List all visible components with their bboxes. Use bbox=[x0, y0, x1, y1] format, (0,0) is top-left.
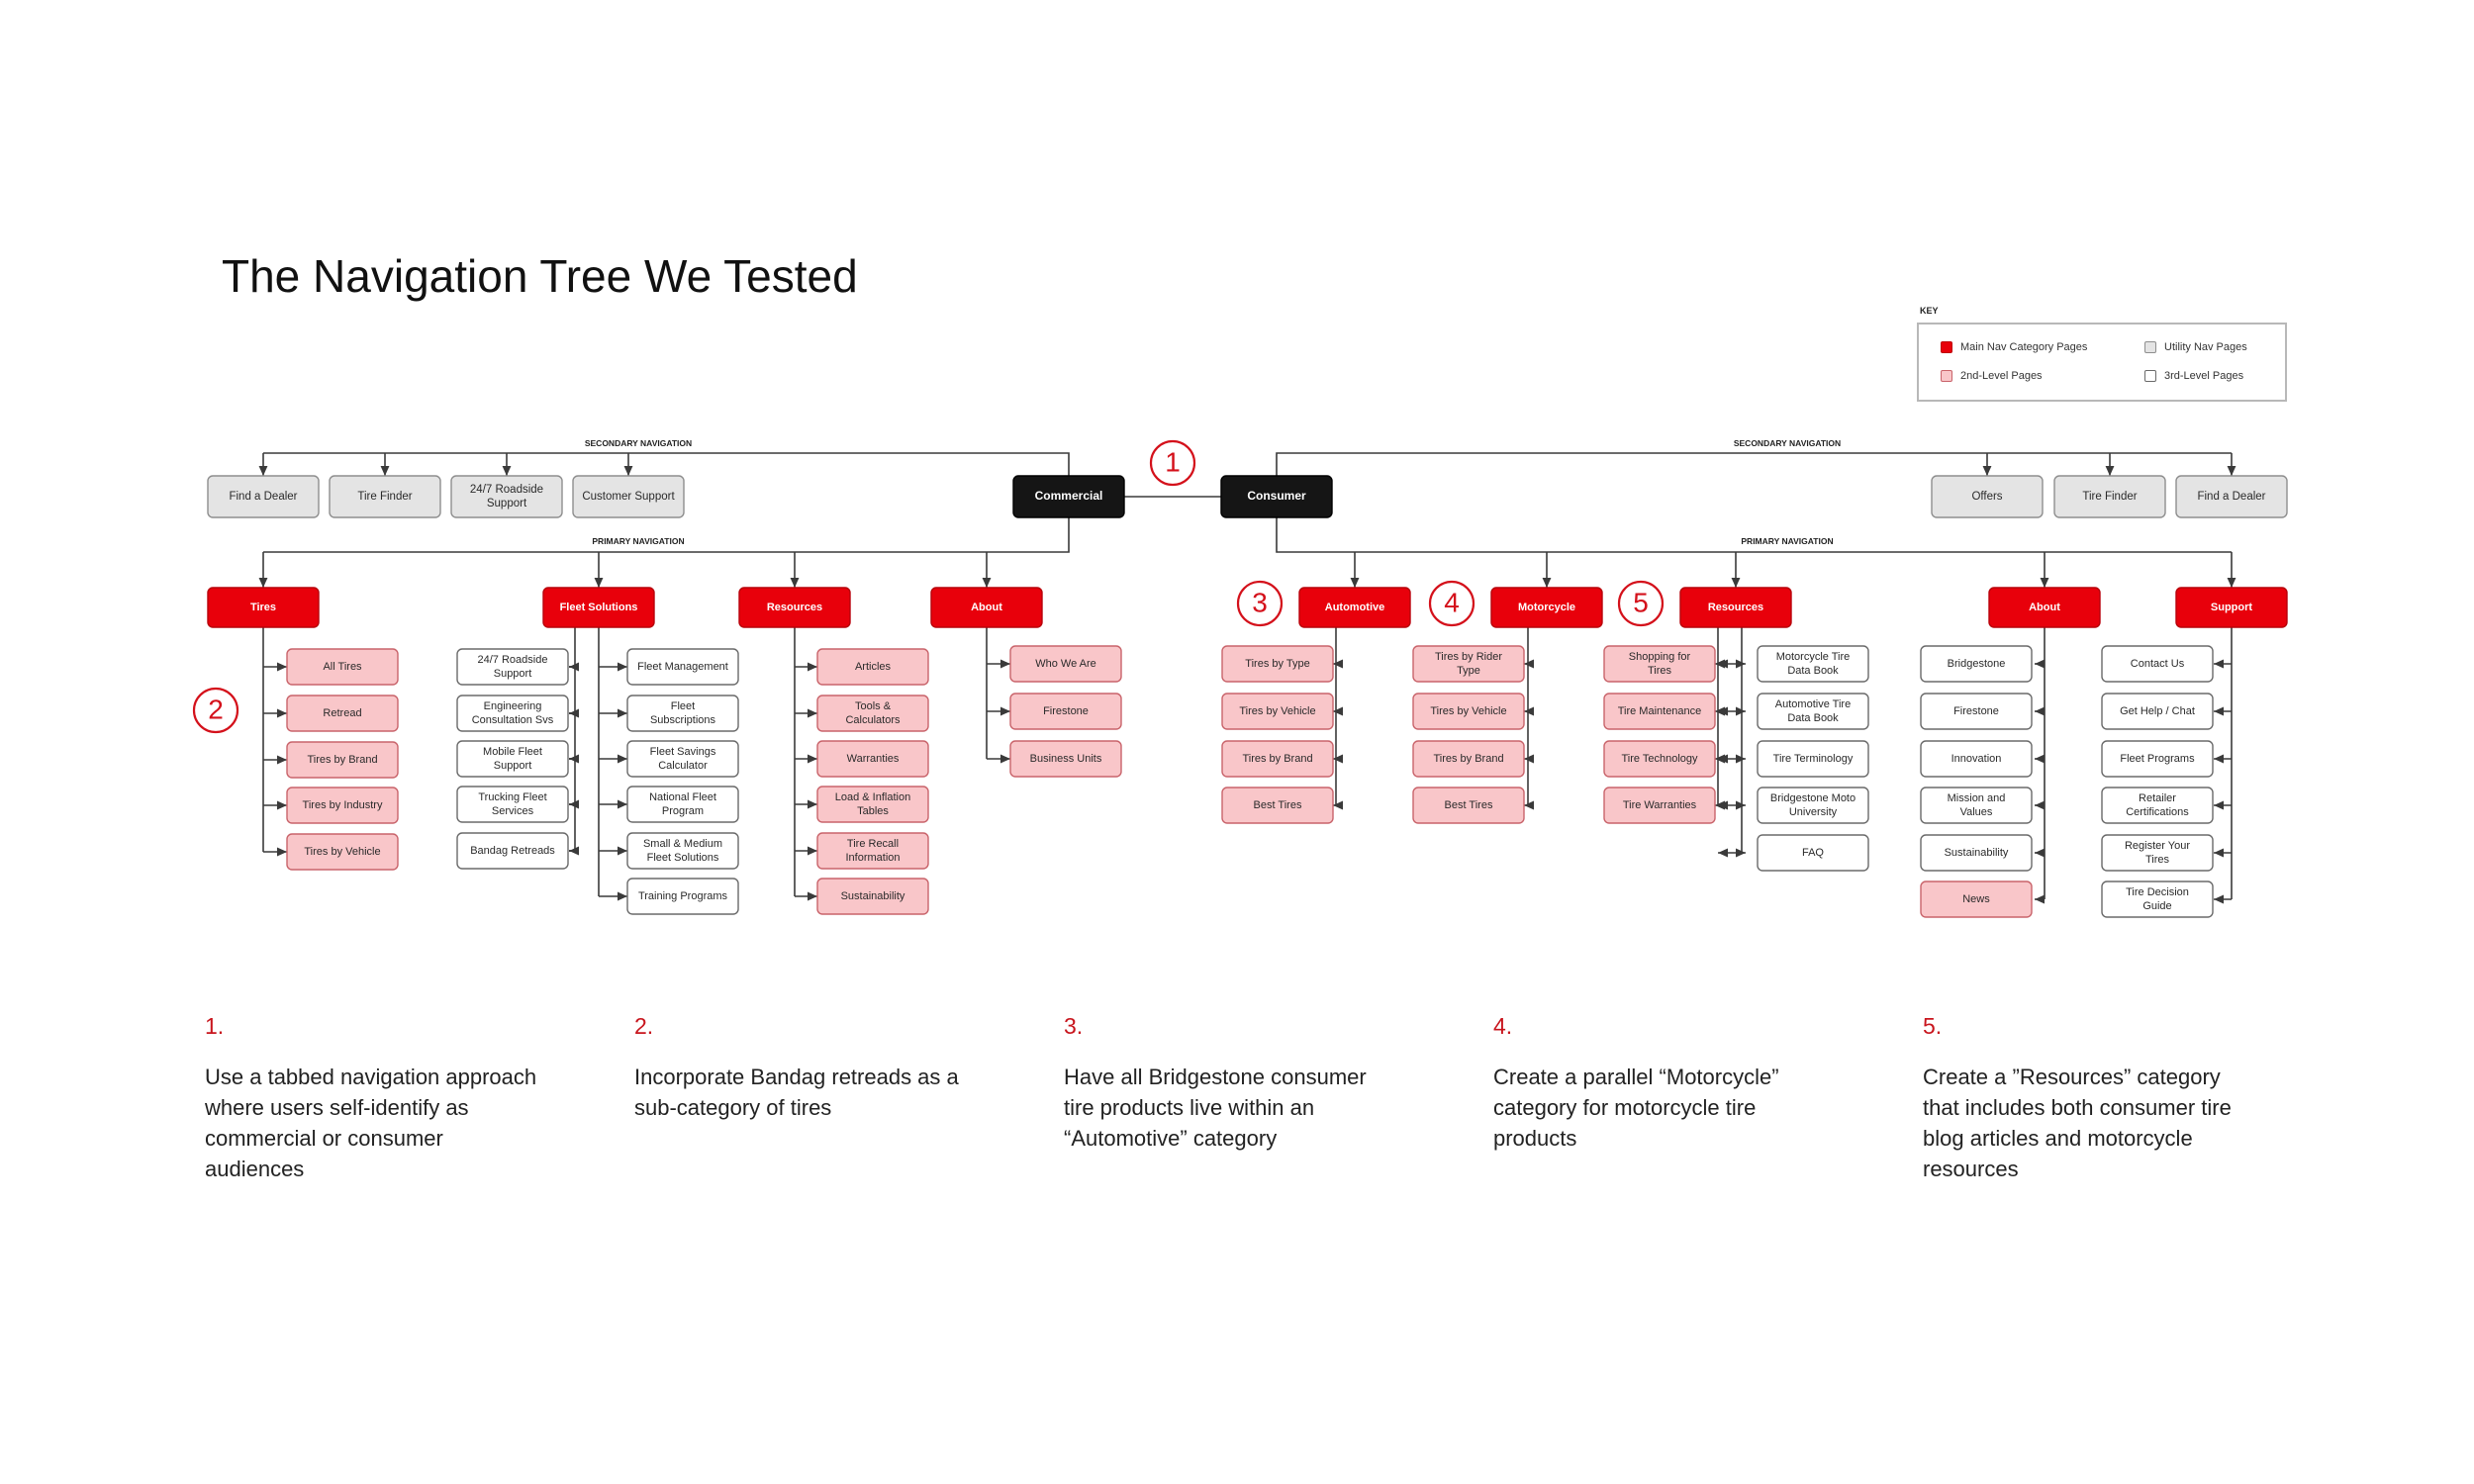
commercial-resources-child-articles bbox=[817, 649, 928, 685]
commercial-nav-about-label: About bbox=[971, 601, 1002, 613]
consumer-resources-child-shopping-for-tires bbox=[1604, 646, 1715, 682]
consumer-resources-child-shopping-for-tires-label-line: Tires bbox=[1647, 664, 1672, 677]
commercial-utility-tire-finder-label: Tire Finder bbox=[357, 491, 413, 504]
commercial-nav-fleet-solutions-label: Fleet Solutions bbox=[559, 601, 638, 613]
consumer-support-child-fleet-programs bbox=[2102, 741, 2213, 777]
consumer-utility-offers bbox=[1932, 476, 2043, 517]
consumer-about-child-bridgestone bbox=[1921, 646, 2032, 682]
commercial-tires-child-tires-by-brand bbox=[287, 742, 398, 778]
consumer-resources-child-tire-warranties-label: Tire Warranties bbox=[1622, 798, 1697, 811]
consumer-support-child-tire-decision-guide-label-line: Tire Decision bbox=[2126, 886, 2189, 899]
consumer-motorcycle-child-tires-by-rider-type-label-line: Type bbox=[1457, 664, 1480, 677]
commercial-utility-24-7-roadside-support-label-line: 24/7 Roadside bbox=[469, 483, 544, 496]
commercial-resources-child-tire-recall-information-label-line: Information bbox=[845, 851, 901, 864]
commercial-fleet-child-fleet-savings-calculator-label bbox=[650, 746, 716, 772]
consumer-support-child-get-help-chat-label: Get Help / Chat bbox=[2120, 704, 2195, 717]
commercial-resources-child-sustainability bbox=[817, 879, 928, 914]
consumer-automotive-child-tires-by-brand bbox=[1222, 741, 1333, 777]
commercial-fleet-child-small-and-medium-fleet-solutions-label-line: Fleet Solutions bbox=[646, 851, 719, 864]
commercial-secondary-bus bbox=[263, 453, 1069, 476]
consumer-utility-find-a-dealer bbox=[2176, 476, 2287, 517]
commercial-fleet-side-24-7-roadside-support bbox=[457, 649, 568, 685]
commercial-fleet-child-national-fleet-program-label-line: Program bbox=[661, 804, 705, 817]
consumer-support-child-contact-us-label: Contact Us bbox=[2130, 657, 2185, 670]
commercial-resources-child-warranties bbox=[817, 741, 928, 777]
consumer-nav-about bbox=[1989, 588, 2100, 627]
consumer-support-child-tire-decision-guide-label-line: Guide bbox=[2142, 899, 2172, 912]
consumer-about-child-mission-and-values bbox=[1921, 788, 2032, 823]
callout-4-number: 4 bbox=[1444, 587, 1460, 618]
root-consumer-label: Consumer bbox=[1247, 489, 1306, 504]
commercial-fleet-side-trucking-fleet-services-label-line: Services bbox=[491, 804, 534, 817]
commercial-fleet-side-engineering-consultation-svs-label-line: Consultation Svs bbox=[471, 713, 554, 726]
commercial-about-child-who-we-are-label: Who We Are bbox=[1035, 657, 1096, 670]
consumer-nav-support bbox=[2176, 588, 2287, 627]
consumer-utility-find-a-dealer-label: Find a Dealer bbox=[2197, 491, 2266, 504]
consumer-support-child-retailer-certifications bbox=[2102, 788, 2213, 823]
consumer-automotive-child-best-tires-label: Best Tires bbox=[1253, 798, 1302, 811]
commercial-nav-resources-label: Resources bbox=[766, 601, 823, 613]
commercial-utility-24-7-roadside-support-label-line: Support bbox=[486, 498, 527, 510]
consumer-resources-side-tire-terminology bbox=[1758, 741, 1868, 777]
commercial-secondary-label: SECONDARY NAVIGATION bbox=[584, 438, 693, 448]
note-number: 2. bbox=[634, 1013, 654, 1039]
consumer-utility-offers-label: Offers bbox=[1971, 491, 2003, 504]
consumer-automotive-child-tires-by-vehicle-label: Tires by Vehicle bbox=[1239, 704, 1316, 717]
consumer-about-child-news-label: News bbox=[1962, 892, 1990, 905]
consumer-about-child-firestone bbox=[1921, 694, 2032, 729]
consumer-automotive-child-best-tires bbox=[1222, 788, 1333, 823]
commercial-resources-child-tools-and-calculators-label-line: Tools & bbox=[854, 700, 892, 713]
consumer-utility-tire-finder bbox=[2054, 476, 2165, 517]
commercial-utility-find-a-dealer bbox=[208, 476, 319, 517]
callout-1-number: 1 bbox=[1165, 446, 1181, 478]
legend-label-third: 3rd-Level Pages bbox=[2164, 370, 2244, 382]
callout-5-number: 5 bbox=[1633, 587, 1649, 618]
consumer-about-child-mission-and-values-label-line: Mission and bbox=[1947, 792, 2006, 805]
commercial-fleet-side-engineering-consultation-svs bbox=[457, 696, 568, 731]
consumer-nav-resources-label: Resources bbox=[1707, 601, 1764, 613]
consumer-about-child-mission-and-values-label-line: Values bbox=[1959, 805, 1993, 818]
consumer-resources-side-automotive-tire-data-book bbox=[1758, 694, 1868, 729]
commercial-about-child-firestone-label: Firestone bbox=[1043, 704, 1089, 717]
commercial-about-child-business-units-label: Business Units bbox=[1029, 752, 1102, 765]
consumer-nav-automotive bbox=[1299, 588, 1410, 627]
commercial-fleet-child-fleet-subscriptions-label-line: Fleet bbox=[670, 700, 696, 713]
callout-3 bbox=[1238, 582, 1282, 625]
consumer-resources-side-faq-label: FAQ bbox=[1801, 846, 1825, 859]
consumer-motorcycle-child-tires-by-vehicle-label: Tires by Vehicle bbox=[1430, 704, 1507, 717]
commercial-tires-child-retread-label: Retread bbox=[323, 706, 362, 719]
consumer-support-child-register-your-tires-label-line: Register Your bbox=[2124, 840, 2191, 853]
commercial-resources-child-tire-recall-information bbox=[817, 833, 928, 869]
consumer-secondary-label: SECONDARY NAVIGATION bbox=[1733, 438, 1842, 448]
consumer-nav-about-label: About bbox=[2029, 601, 2060, 613]
consumer-about-child-firestone-label: Firestone bbox=[1953, 704, 1999, 717]
commercial-utility-tire-finder bbox=[330, 476, 440, 517]
commercial-tires-child-tires-by-industry bbox=[287, 788, 398, 823]
commercial-fleet-side-mobile-fleet-support-label-line: Support bbox=[493, 759, 532, 772]
consumer-motorcycle-child-best-tires bbox=[1413, 788, 1524, 823]
consumer-about-child-bridgestone-label: Bridgestone bbox=[1947, 657, 2006, 670]
consumer-about-child-sustainability bbox=[1921, 835, 2032, 871]
consumer-automotive-child-tires-by-vehicle bbox=[1222, 694, 1333, 729]
commercial-fleet-side-trucking-fleet-services bbox=[457, 787, 568, 822]
commercial-tires-child-tires-by-vehicle-label: Tires by Vehicle bbox=[304, 845, 381, 858]
consumer-resources-side-automotive-tire-data-book-label-line: Data Book bbox=[1787, 711, 1839, 724]
commercial-fleet-child-small-and-medium-fleet-solutions-label bbox=[643, 838, 722, 864]
commercial-fleet-side-24-7-roadside-support-label-line: 24/7 Roadside bbox=[477, 654, 548, 667]
consumer-nav-motorcycle bbox=[1491, 588, 1602, 627]
commercial-nav-about bbox=[931, 588, 1042, 627]
consumer-resources-side-bridgestone-moto-university bbox=[1758, 788, 1868, 823]
consumer-resources-side-motorcycle-tire-data-book-label-line: Data Book bbox=[1787, 664, 1839, 677]
root-commercial bbox=[1013, 476, 1124, 517]
legend-title: KEY bbox=[1920, 306, 1939, 316]
commercial-primary-label: PRIMARY NAVIGATION bbox=[592, 536, 685, 546]
commercial-fleet-side-24-7-roadside-support-label-line: Support bbox=[493, 667, 532, 680]
commercial-resources-child-tools-and-calculators bbox=[817, 696, 928, 731]
commercial-tires-child-all-tires-label: All Tires bbox=[323, 660, 362, 673]
commercial-primary-bus bbox=[263, 517, 1069, 552]
commercial-tires-child-tires-by-industry-label: Tires by Industry bbox=[302, 798, 383, 811]
commercial-utility-customer-support bbox=[573, 476, 684, 517]
commercial-fleet-child-fleet-subscriptions-label-line: Subscriptions bbox=[649, 713, 716, 726]
commercial-fleet-child-national-fleet-program bbox=[627, 787, 738, 822]
commercial-nav-tires-label: Tires bbox=[249, 601, 277, 613]
consumer-nav-support-label: Support bbox=[2210, 601, 2253, 613]
consumer-about-child-news bbox=[1921, 881, 2032, 917]
callout-2 bbox=[194, 689, 238, 732]
commercial-resources-child-load-and-inflation-tables-label-line: Load & Inflation bbox=[834, 791, 911, 804]
callout-2-number: 2 bbox=[208, 694, 224, 725]
note-number: 4. bbox=[1493, 1013, 1513, 1039]
commercial-fleet-child-fleet-savings-calculator-label-line: Fleet Savings bbox=[649, 746, 716, 759]
commercial-resources-child-articles-label: Articles bbox=[854, 660, 892, 673]
commercial-utility-24-7-roadside-support-box bbox=[451, 476, 562, 517]
consumer-resources-side-automotive-tire-data-book-label-line: Automotive Tire bbox=[1774, 698, 1852, 711]
consumer-motorcycle-child-tires-by-vehicle bbox=[1413, 694, 1524, 729]
consumer-about-child-innovation-label: Innovation bbox=[1951, 752, 2002, 765]
consumer-nav-motorcycle-label: Motorcycle bbox=[1517, 601, 1576, 613]
note-text: Create a parallel “Motorcycle” category for motorcycle tire products bbox=[1493, 1065, 1779, 1151]
commercial-resources-child-load-and-inflation-tables bbox=[817, 787, 928, 822]
note-number: 3. bbox=[1064, 1013, 1084, 1039]
commercial-tires-child-all-tires bbox=[287, 649, 398, 685]
commercial-fleet-child-national-fleet-program-label-line: National Fleet bbox=[649, 791, 716, 804]
consumer-support-child-tire-decision-guide bbox=[2102, 881, 2213, 917]
consumer-secondary-bus bbox=[1277, 453, 2232, 476]
commercial-fleet-side-bandag-retreads-label: Bandag Retreads bbox=[470, 844, 555, 857]
commercial-resources-child-warranties-label: Warranties bbox=[846, 752, 900, 765]
page-title: The Navigation Tree We Tested bbox=[222, 250, 858, 302]
note-number: 1. bbox=[205, 1013, 225, 1039]
callout-3-number: 3 bbox=[1252, 587, 1268, 618]
consumer-motorcycle-child-tires-by-brand-label: Tires by Brand bbox=[1433, 752, 1504, 765]
consumer-resources-side-motorcycle-tire-data-book bbox=[1758, 646, 1868, 682]
commercial-utility-24-7-roadside-support bbox=[451, 476, 562, 517]
root-consumer bbox=[1221, 476, 1332, 517]
consumer-support-child-get-help-chat bbox=[2102, 694, 2213, 729]
consumer-about-child-sustainability-label: Sustainability bbox=[1944, 846, 2009, 859]
callout-5 bbox=[1619, 582, 1663, 625]
consumer-primary-label: PRIMARY NAVIGATION bbox=[1741, 536, 1834, 546]
commercial-fleet-side-mobile-fleet-support bbox=[457, 741, 568, 777]
commercial-fleet-side-bandag-retreads bbox=[457, 833, 568, 869]
commercial-utility-customer-support-label: Customer Support bbox=[582, 491, 675, 504]
consumer-about-child-innovation bbox=[1921, 741, 2032, 777]
commercial-resources-child-tire-recall-information-label bbox=[845, 838, 900, 864]
commercial-fleet-child-small-and-medium-fleet-solutions-label-line: Small & Medium bbox=[642, 838, 723, 851]
consumer-resources-child-tire-technology-label: Tire Technology bbox=[1621, 752, 1698, 765]
consumer-resources-child-tire-warranties bbox=[1604, 788, 1715, 823]
commercial-resources-child-load-and-inflation-tables-label-line: Tables bbox=[857, 804, 889, 817]
commercial-fleet-child-fleet-savings-calculator bbox=[627, 741, 738, 777]
commercial-utility-find-a-dealer-label: Find a Dealer bbox=[229, 491, 298, 504]
consumer-resources-child-tire-technology bbox=[1604, 741, 1715, 777]
commercial-about-child-who-we-are bbox=[1010, 646, 1121, 682]
root-commercial-label: Commercial bbox=[1034, 489, 1103, 504]
consumer-motorcycle-child-tires-by-brand bbox=[1413, 741, 1524, 777]
commercial-nav-fleet-solutions bbox=[543, 588, 654, 627]
commercial-nav-tires bbox=[208, 588, 319, 627]
consumer-resources-side-motorcycle-tire-data-book-label-line: Motorcycle Tire bbox=[1775, 651, 1851, 664]
note-text: Incorporate Bandag retreads as a sub-category of tires bbox=[634, 1065, 959, 1120]
note-number: 5. bbox=[1923, 1013, 1943, 1039]
commercial-fleet-child-fleet-management bbox=[627, 649, 738, 685]
consumer-resources-side-tire-terminology-label: Tire Terminology bbox=[1772, 752, 1854, 765]
note-5 bbox=[1923, 1013, 2259, 1184]
commercial-about-child-firestone bbox=[1010, 694, 1121, 729]
consumer-automotive-child-tires-by-type-label: Tires by Type bbox=[1245, 657, 1310, 670]
note-4 bbox=[1493, 1013, 1830, 1154]
consumer-primary-bus bbox=[1277, 517, 2232, 552]
commercial-fleet-side-trucking-fleet-services-label-line: Trucking Fleet bbox=[478, 791, 547, 804]
consumer-resources-side-faq bbox=[1758, 835, 1868, 871]
consumer-automotive-child-tires-by-type bbox=[1222, 646, 1333, 682]
commercial-about-child-business-units bbox=[1010, 741, 1121, 777]
commercial-nav-resources bbox=[739, 588, 850, 627]
commercial-resources-child-tire-recall-information-label-line: Tire Recall bbox=[846, 838, 900, 851]
consumer-resources-child-shopping-for-tires-label-line: Shopping for bbox=[1628, 651, 1691, 664]
commercial-resources-child-tools-and-calculators-label-line: Calculators bbox=[845, 713, 901, 726]
consumer-automotive-child-tires-by-brand-label: Tires by Brand bbox=[1242, 752, 1313, 765]
consumer-motorcycle-child-tires-by-rider-type-label-line: Tires by Rider bbox=[1434, 651, 1503, 664]
consumer-resources-side-bridgestone-moto-university-label-line: Bridgestone Moto bbox=[1769, 792, 1856, 805]
commercial-tires-child-tires-by-vehicle bbox=[287, 834, 398, 870]
note-text: Create a ”Resources” category that includes both consumer tire blog articles and motorcycle resources bbox=[1923, 1065, 2232, 1181]
commercial-tires-child-retread bbox=[287, 696, 398, 731]
commercial-fleet-side-engineering-consultation-svs-label bbox=[472, 700, 554, 726]
consumer-nav-automotive-label: Automotive bbox=[1324, 601, 1385, 613]
consumer-support-child-register-your-tires bbox=[2102, 835, 2213, 871]
consumer-resources-side-bridgestone-moto-university-label-line: University bbox=[1788, 805, 1838, 818]
consumer-motorcycle-child-tires-by-rider-type bbox=[1413, 646, 1524, 682]
commercial-tires-child-tires-by-brand-label: Tires by Brand bbox=[307, 753, 378, 766]
note-1 bbox=[205, 1013, 541, 1184]
callout-4 bbox=[1430, 582, 1474, 625]
legend-label-main: Main Nav Category Pages bbox=[1960, 341, 2088, 353]
consumer-support-child-contact-us bbox=[2102, 646, 2213, 682]
callout-1 bbox=[1151, 441, 1194, 485]
commercial-fleet-child-fleet-subscriptions bbox=[627, 696, 738, 731]
consumer-utility-tire-finder-label: Tire Finder bbox=[2082, 491, 2138, 504]
consumer-support-child-fleet-programs-label: Fleet Programs bbox=[2120, 752, 2195, 765]
note-3 bbox=[1064, 1013, 1400, 1154]
consumer-resources-child-tire-maintenance bbox=[1604, 694, 1715, 729]
commercial-fleet-child-fleet-management-label: Fleet Management bbox=[637, 660, 728, 673]
legend-label-utility: Utility Nav Pages bbox=[2164, 341, 2247, 353]
commercial-fleet-child-training-programs-label: Training Programs bbox=[637, 889, 728, 902]
consumer-nav-resources bbox=[1680, 588, 1791, 627]
commercial-fleet-side-engineering-consultation-svs-label-line: Engineering bbox=[483, 700, 542, 713]
note-2 bbox=[634, 1013, 971, 1123]
consumer-motorcycle-child-best-tires-label: Best Tires bbox=[1444, 798, 1493, 811]
legend-label-second: 2nd-Level Pages bbox=[1960, 370, 2043, 382]
consumer-resources-child-tire-maintenance-label: Tire Maintenance bbox=[1617, 704, 1702, 717]
consumer-support-child-register-your-tires-label-line: Tires bbox=[2144, 853, 2170, 866]
commercial-resources-child-sustainability-label: Sustainability bbox=[840, 889, 905, 902]
note-text: Use a tabbed navigation approach where users self-identify as commercial or consumer audiences bbox=[205, 1065, 537, 1181]
note-text: Have all Bridgestone consumer tire products live within an “Automotive” category bbox=[1064, 1065, 1367, 1151]
commercial-fleet-child-fleet-savings-calculator-label-line: Calculator bbox=[658, 759, 708, 772]
consumer-support-child-retailer-certifications-label-line: Certifications bbox=[2126, 805, 2189, 818]
consumer-support-child-retailer-certifications-label-line: Retailer bbox=[2139, 792, 2176, 805]
commercial-fleet-child-small-and-medium-fleet-solutions bbox=[627, 833, 738, 869]
commercial-fleet-child-training-programs bbox=[627, 879, 738, 914]
commercial-fleet-side-mobile-fleet-support-label-line: Mobile Fleet bbox=[483, 746, 542, 759]
